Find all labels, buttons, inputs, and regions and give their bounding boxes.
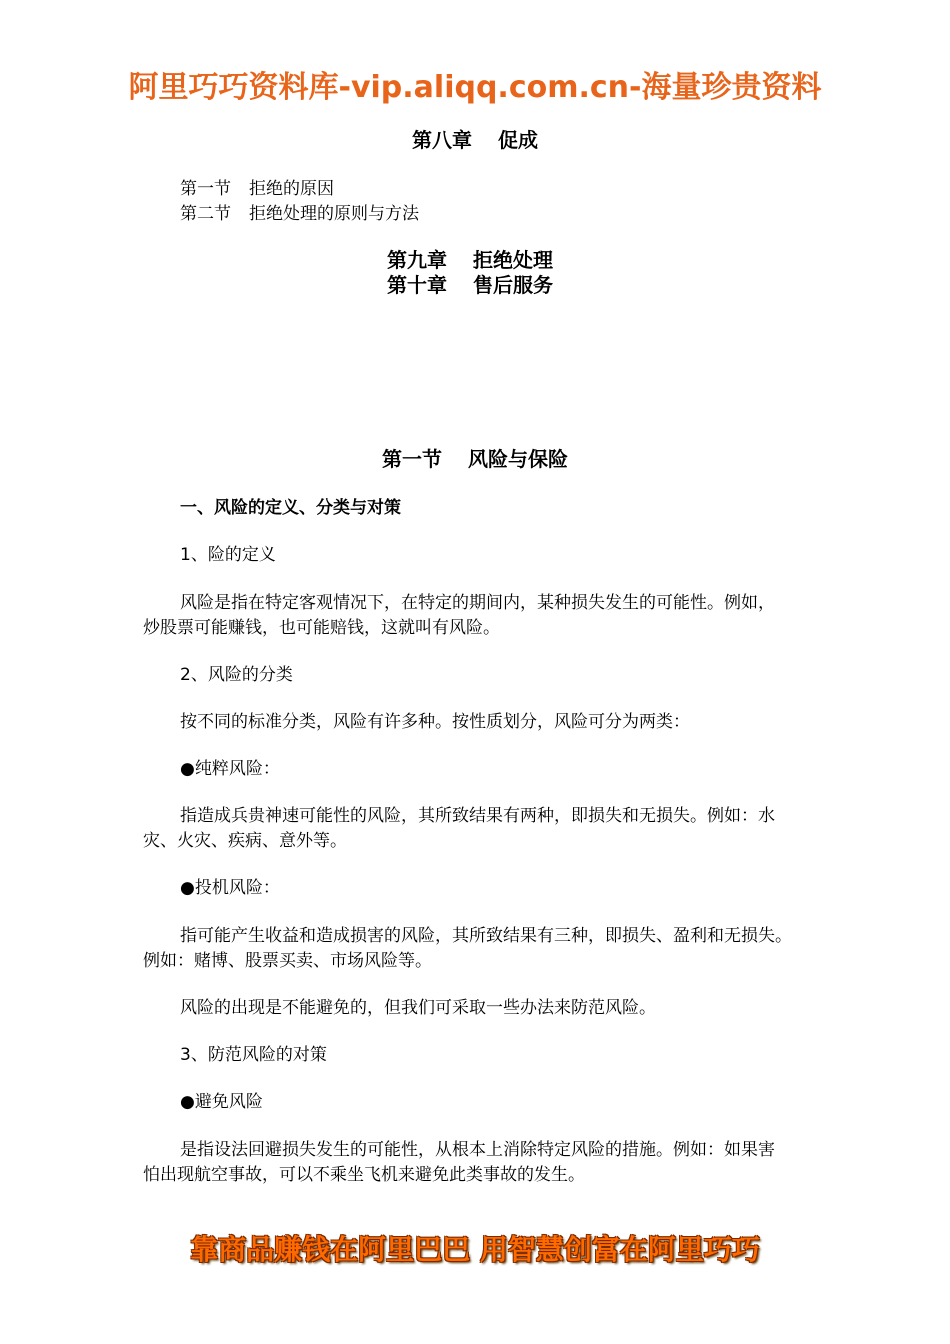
chapter-8-title: 促成: [498, 128, 538, 152]
chapter-9-title: 拒绝处理: [473, 248, 553, 272]
paragraph-5: 风险的出现是不能避免的，但我们可采取一些办法来防范风险。: [180, 998, 656, 1018]
paragraph-1-line-1: 风险是指在特定客观情况下，在特定的期间内，某种损失发生的可能性。例如，: [180, 593, 775, 613]
toc-item-2-title: 拒绝处理的原则与方法: [249, 204, 419, 224]
paragraph-4-line-1: 指可能产生收益和造成损害的风险，其所致结果有三种，即损失、盈利和无损失。: [180, 926, 792, 946]
paragraph-3-line-2: 灾、火灾、疾病、意外等。: [143, 831, 347, 851]
paragraph-3-line-1: 指造成兵贵神速可能性的风险，其所致结果有两种，即损失和无损失。例如：水: [180, 806, 775, 826]
bullet-avoid-risk: ●避免风险: [180, 1092, 263, 1112]
paragraph-4-line-2: 例如：赌博、股票买卖、市场风险等。: [143, 951, 432, 971]
paragraph-1-line-2: 炒股票可能赚钱，也可能赔钱，这就叫有风险。: [143, 618, 500, 638]
toc-item-2-number: 第二节: [180, 204, 231, 224]
subheading-1: 1、险的定义: [180, 545, 276, 565]
bullet-speculative-risk: ●投机风险：: [180, 878, 280, 898]
chapter-10-heading: [387, 269, 553, 298]
paragraph-2: 按不同的标准分类，风险有许多种。按性质划分，风险可分为两类：: [180, 712, 690, 732]
bullet-pure-risk: ●纯粹风险：: [180, 759, 280, 779]
chapter-8-heading: [0, 124, 950, 153]
paragraph-6-line-1: 是指设法回避损失发生的可能性，从根本上消除特定风险的措施。例如：如果害: [180, 1140, 775, 1160]
footer-banner: 靠商品赚钱在阿里巴巴 用智慧创富在阿里巧巧: [190, 1233, 760, 1266]
subheading-2: 2、风险的分类: [180, 665, 293, 685]
chapter-10-title: 售后服务: [473, 273, 553, 297]
chapter-10-number: 第十章: [387, 273, 447, 297]
chapter-9-number: 第九章: [387, 248, 447, 272]
section-number: 第一节: [382, 447, 442, 471]
heading-risk-definition: 一、风险的定义、分类与对策: [180, 498, 401, 518]
subheading-3: 3、防范风险的对策: [180, 1045, 327, 1065]
toc-item-1: [180, 174, 334, 199]
toc-item-1-title: 拒绝的原因: [249, 179, 334, 199]
chapter-8-number: 第八章: [412, 128, 472, 152]
toc-item-2: [180, 199, 419, 224]
section-title: 风险与保险: [468, 447, 568, 471]
paragraph-6-line-2: 怕出现航空事故，可以不乘坐飞机来避免此类事故的发生。: [143, 1165, 585, 1185]
toc-item-1-number: 第一节: [180, 179, 231, 199]
header-banner: 阿里巧巧资料库-vip.aliqq.com.cn-海量珍贵资料: [128, 70, 822, 105]
section-heading: [0, 443, 950, 472]
